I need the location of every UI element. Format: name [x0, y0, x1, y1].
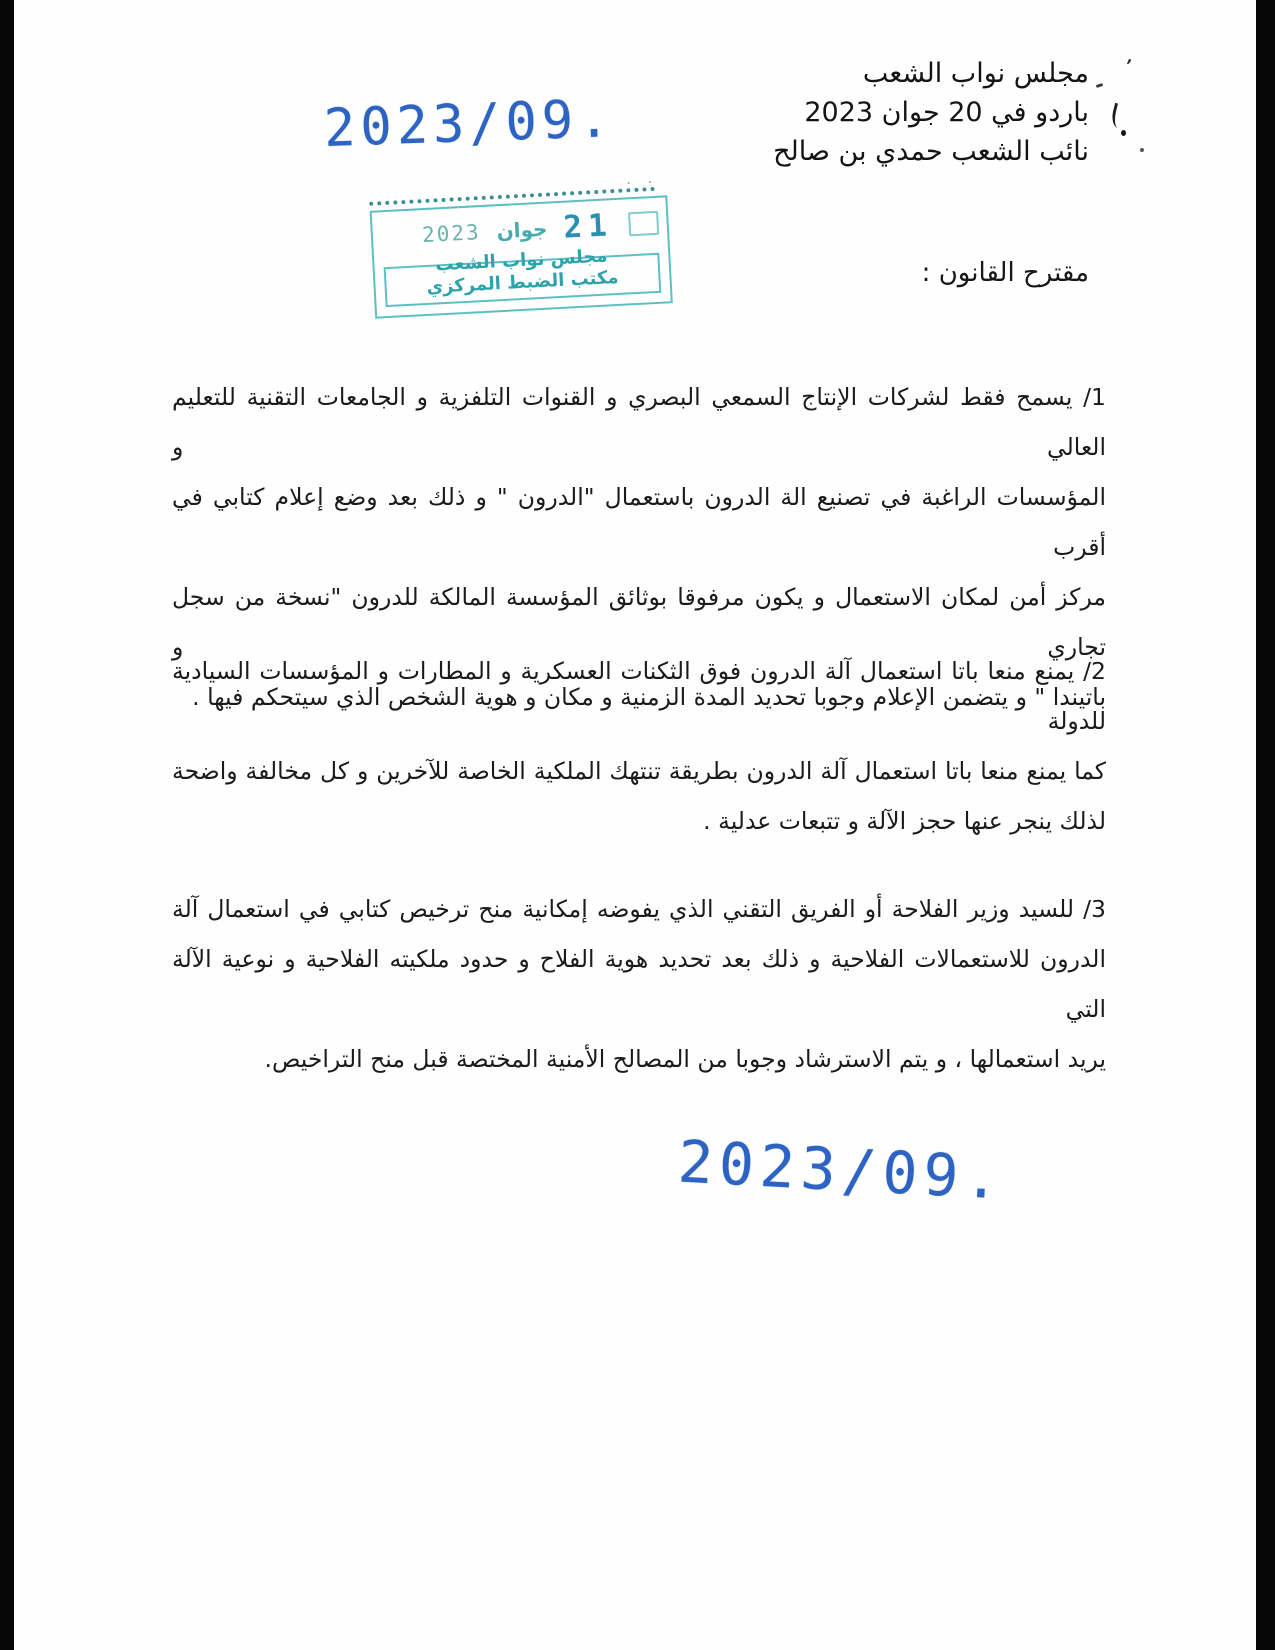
ink-mark	[1121, 130, 1126, 136]
stamp-box	[370, 195, 673, 318]
paragraph-3	[172, 884, 1106, 1084]
stamp-date-year: 2023	[421, 220, 482, 248]
stamp-date-month: جوان	[496, 216, 549, 244]
ink-mark	[1096, 83, 1104, 88]
letterhead-deputy-name: نائب الشعب حمدي بن صالح	[773, 136, 1089, 167]
paragraph-1-line: مركز أمن لمكان الاستعمال و يكون مرفوقا بوثائق المؤسسة المالكة للدرون "نسخة من سجل تجاري و	[172, 583, 1106, 661]
stamp-date-day: 21	[562, 207, 614, 246]
faint-pen-marks: · ·	[625, 172, 659, 193]
paragraph-1-line: 1/ يسمح فقط لشركات الإنتاج السمعي البصري و القنوات التلفزية و الجامعات التقنية للتعليم العالي و	[172, 383, 1106, 461]
stamp-office-line1: مجلس نواب الشعب	[434, 245, 608, 276]
paragraph-2	[172, 646, 1106, 846]
paragraph-3-line: 3/ للسيد وزير الفلاحة أو الفريق التقني الذي يفوضه إمكانية منح ترخيص كتابي في استعمال آلة	[172, 895, 1106, 923]
paragraph-1-line: المؤسسات الراغبة في تصنيع الة الدرون باستعمال "الدرون " و ذلك بعد وضع إعلام كتابي في أقرب	[172, 483, 1106, 561]
paragraph-1-line: باتيندا " و يتضمن الإعلام وجوبا تحديد المدة الزمنية و مكان و هوية الشخص الذي سيتحكم فيها .	[192, 683, 1106, 711]
stamp-checkbox-icon	[628, 211, 659, 237]
subject-label: مقترح القانون :	[921, 258, 1089, 288]
ink-mark	[1140, 148, 1144, 152]
ink-mark	[1109, 103, 1127, 129]
registry-number-top: 2023/09.	[323, 88, 616, 160]
paragraph-3-line: الدرون للاستعمالات الفلاحية و ذلك بعد تحديد هوية الفلاح و حدود ملكيته الفلاحية و نوعية الآلة التي	[172, 945, 1106, 1023]
registry-stamp	[369, 172, 673, 318]
paragraph-2-line: لذلك ينجر عنها حجز الآلة و تتبعات عدلية .	[703, 807, 1106, 835]
scan-edge-right	[1256, 0, 1275, 1650]
stamp-office-line2: مكتب الضبط المركزي	[426, 266, 620, 298]
ink-mark: ’	[1121, 55, 1134, 82]
scan-edge-left	[0, 0, 14, 1650]
stamp-office-box	[384, 245, 662, 307]
registry-number-bottom: 2023/09.	[676, 1127, 1007, 1213]
paragraph-2-line: 2/ يمنع منعا باتا استعمال آلة الدرون فوق الثكنات العسكرية و المطارات و المؤسسات السيادية للدولة	[172, 657, 1106, 735]
paragraph-2-line: كما يمنع منعا باتا استعمال آلة الدرون بطريقة تنتهك الملكية الخاصة للآخرين و كل مخالفة واضحة	[172, 757, 1106, 785]
letterhead-place-date: باردو في 20 جوان 2023	[804, 97, 1089, 128]
letterhead-institution: مجلس نواب الشعب	[862, 58, 1089, 89]
paragraph-3-line: يريد استعمالها ، و يتم الاسترشاد وجوبا من المصالح الأمنية المختصة قبل منح التراخيص.	[264, 1045, 1106, 1073]
letterhead	[773, 54, 1089, 171]
